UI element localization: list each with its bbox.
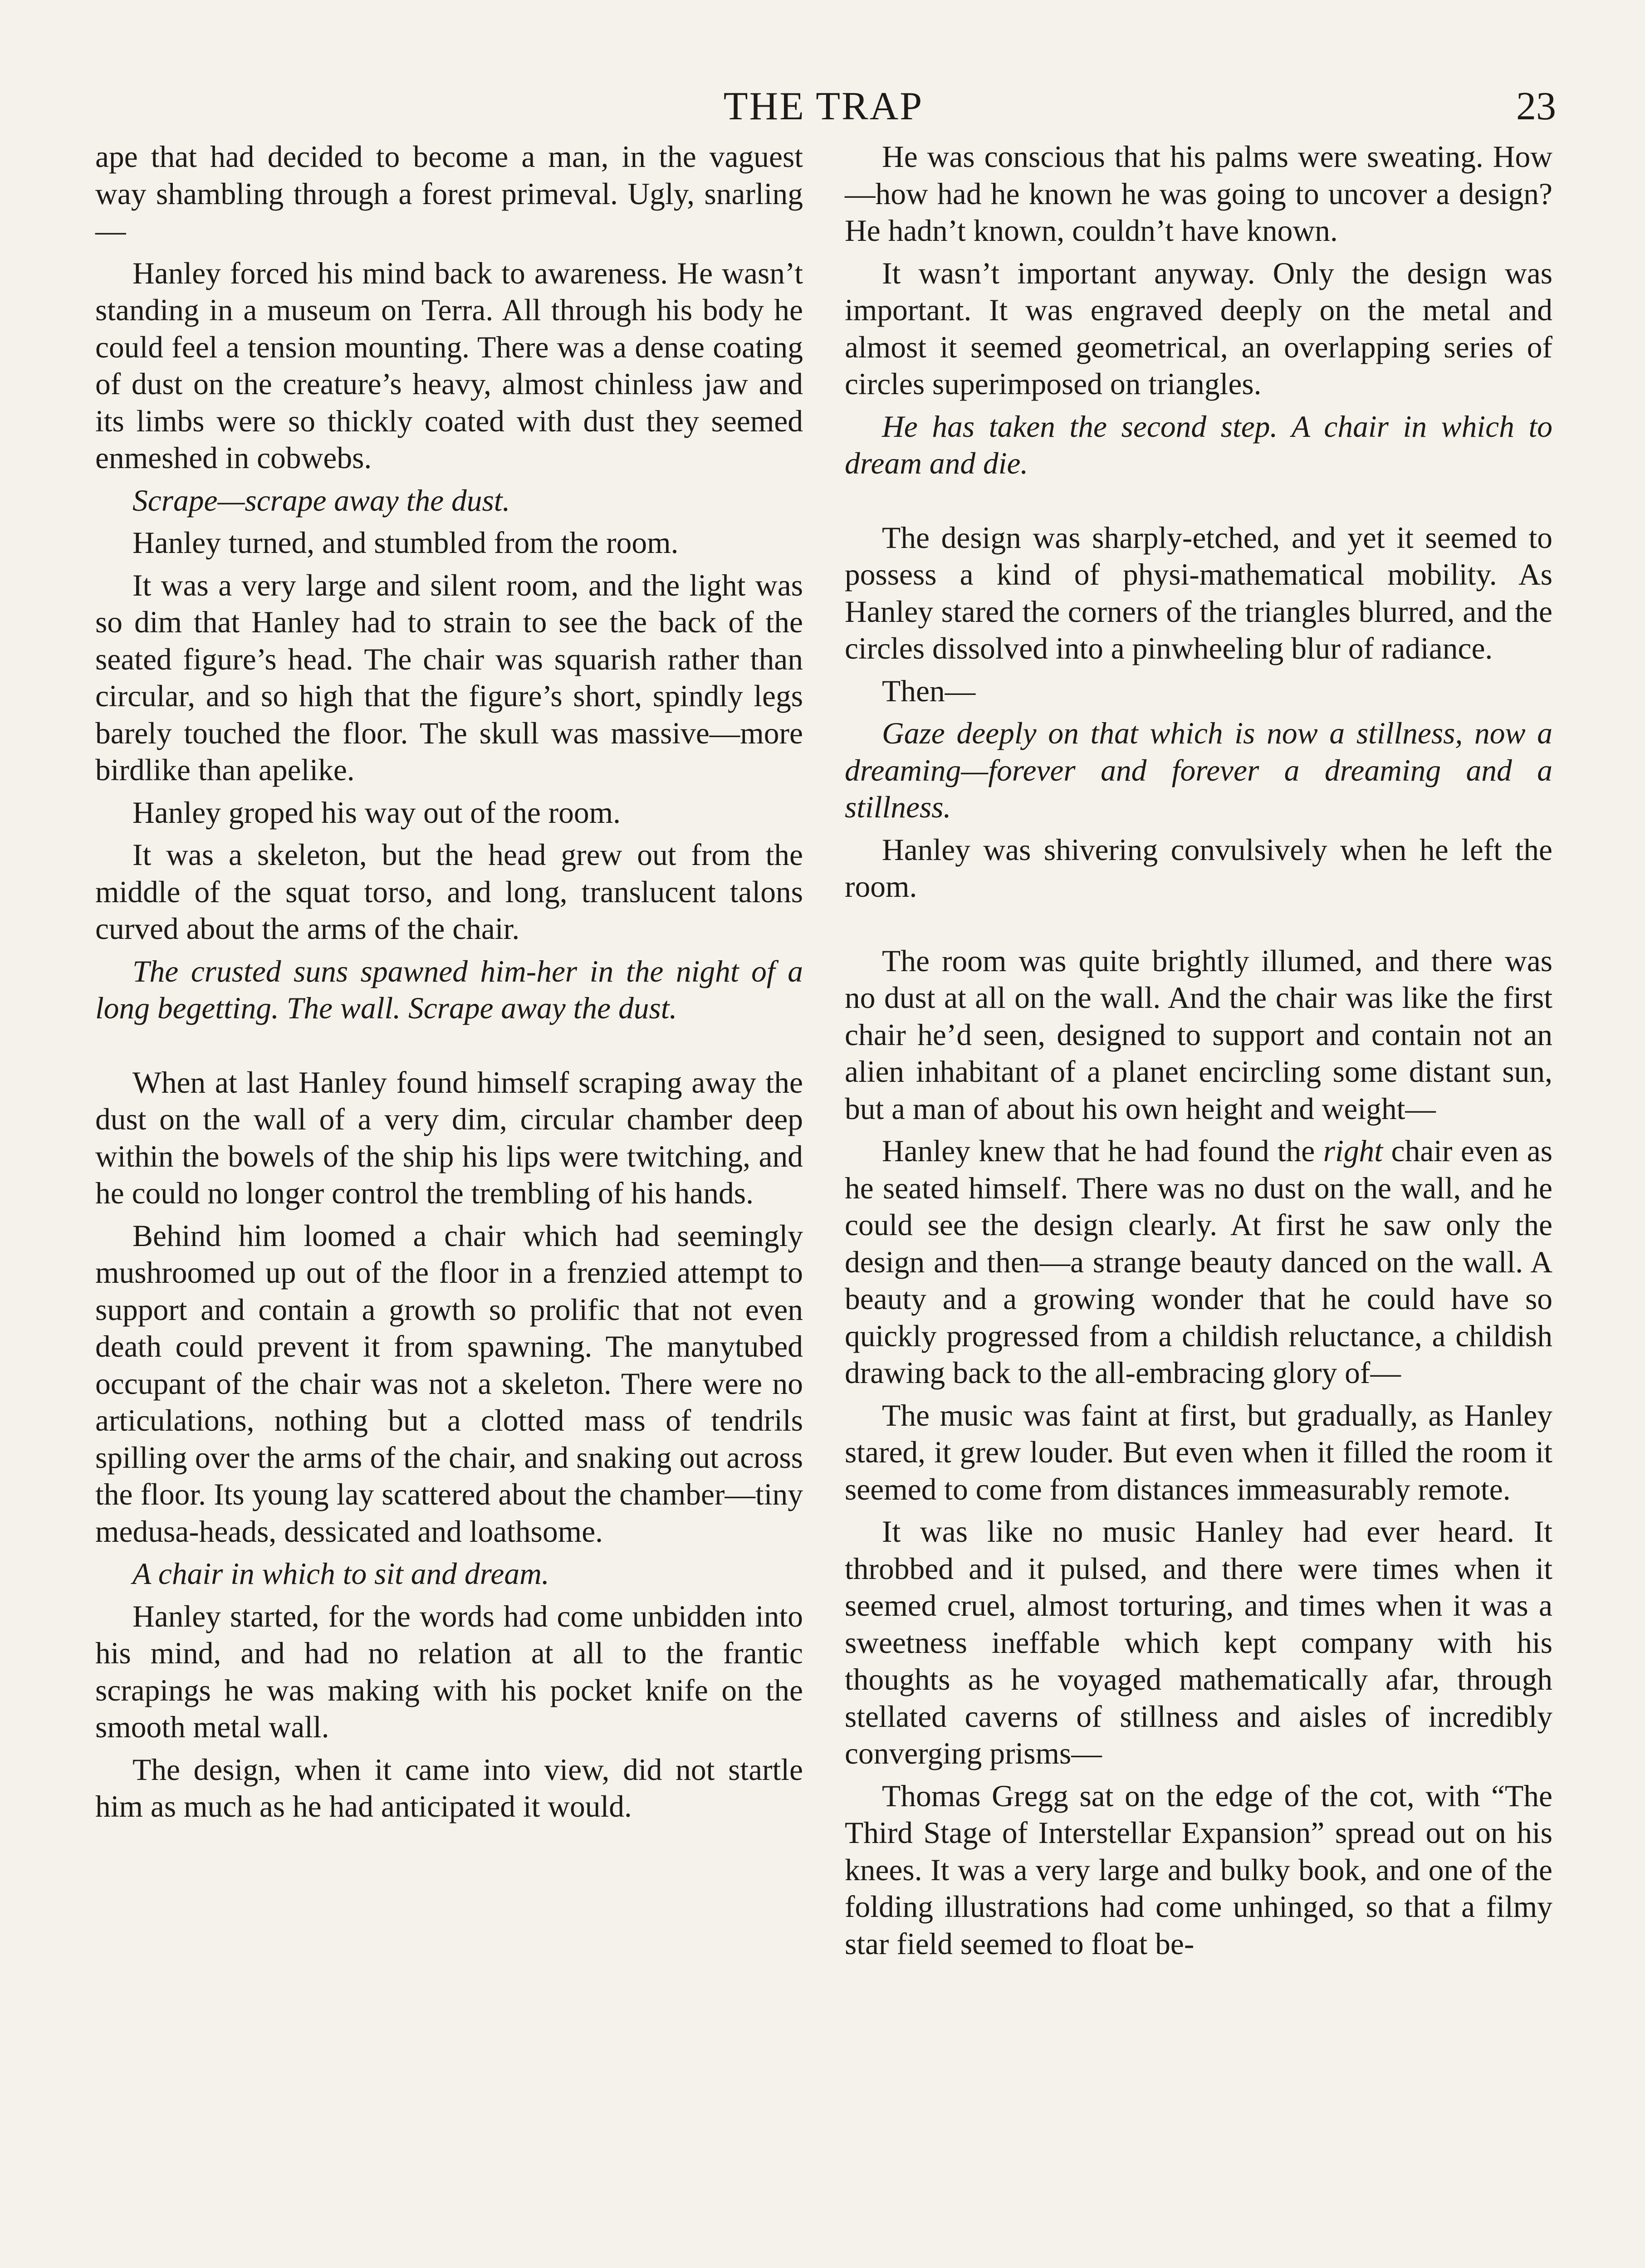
italic-paragraph: A chair in which to sit and dream. <box>132 1557 549 1591</box>
paragraph: The design was sharply-etched, and yet it seemed to possess a kind of physi-mathematical mobility. As Hanley stared the corners of the triangles blurred, and the circles dissolved into a pinwheeling blur of radiance. <box>845 520 1552 665</box>
paragraph: Hanley started, for the words had come unbidden into his mind, and had no relation at all to the frantic scrapings he was making with his pocket knife on the smooth metal wall. <box>95 1599 803 1744</box>
paragraph: The design, when it came into view, did not startle him as much as he had anticipated it would. <box>95 1752 803 1823</box>
paragraph: Then— <box>882 674 976 708</box>
paragraph <box>845 1133 1552 1392</box>
emphasis: right <box>1323 1134 1383 1168</box>
paragraph: When at last Hanley found himself scraping away the dust on the wall of a very dim, circular chamber deep within the bowels of the ship his lips were twitching, and he could no longer control the trembling of his hands. <box>95 1065 803 1210</box>
paragraph: Hanley turned, and stumbled from the room. <box>132 526 679 560</box>
italic-paragraph: Scrape—scrape away the dust. <box>132 483 510 518</box>
paragraph: The music was faint at first, but gradually, as Hanley stared, it grew louder. But even when it filled the room it seemed to come from distances immeasurably remote. <box>845 1398 1552 1506</box>
running-head <box>91 77 1556 136</box>
paragraph: ape that had decided to become a man, in the vaguest way shambling through a forest primeval. Ugly, snarling— <box>95 140 803 248</box>
text-run: Hanley knew that he had found the <box>882 1134 1323 1168</box>
paragraph: It wasn’t important anyway. Only the design was important. It was engraved deeply on the metal and almost it seemed geometrical, an overlapping series of circles superimposed on triangles. <box>845 256 1552 401</box>
page-title: THE TRAP <box>723 84 924 128</box>
italic-paragraph: Gaze deeply on that which is now a stillness, now a dreaming—forever and forever a dreaming and a stillness. <box>845 716 1552 824</box>
right-column <box>845 138 1552 1968</box>
paragraph: It was a very large and silent room, and the light was so dim that Hanley had to strain to see the back of the seated figure’s head. The chair was squarish rather than circular, and so high that the figure’s short, spindly legs barely touched the floor. The skull was massive—more birdlike than apelike. <box>95 568 803 787</box>
italic-paragraph: He has taken the second step. A chair in which to dream and die. <box>845 409 1552 480</box>
italic-paragraph: The crusted suns spawned him-her in the night of a long begetting. The wall. Scrape away the dust. <box>95 954 803 1025</box>
page-number: 23 <box>1516 84 1556 128</box>
text-run: chair even as he seated himself. There was no dust on the wall, and he could see the design clearly. At first he saw only the design and then—a strange beauty danced on the wall. A beauty and a growing wonder that he could have so quickly progressed from a childish reluctance, a childish drawing back to the all-embracing glory of— <box>845 1134 1552 1390</box>
paragraph: The room was quite brightly illumed, and there was no dust at all on the wall. And the chair was like the first chair he’d seen, designed to support and contain not an alien inhabitant of a planet encircling some distant sun, but a man of about his own height and weight— <box>845 943 1552 1126</box>
paragraph: Hanley forced his mind back to awareness. He wasn’t standing in a museum on Terra. All through his body he could feel a tension mounting. There was a dense coating of dust on the creature’s heavy, almost chinless jaw and its limbs were so thickly coated with dust they seemed enmeshed in cobwebs. <box>95 256 803 475</box>
paragraph: Behind him loomed a chair which had seemingly mushroomed up out of the floor in a frenzied attempt to support and contain a growth so prolific that not even death could prevent it from spawning. The manytubed occupant of the chair was not a skeleton. There were no articulations, nothing but a clotted mass of tendrils spilling over the arms of the chair, and snaking out across the floor. Its young lay scattered about the chamber—tiny medusa-heads, dessicated and loathsome. <box>95 1218 803 1549</box>
paragraph: It was a skeleton, but the head grew out from the middle of the squat torso, and long, translucent talons curved about the arms of the chair. <box>95 838 803 946</box>
paragraph: He was conscious that his palms were sweating. How—how had he known he was going to uncover a design? He hadn’t known, couldn’t have known. <box>845 140 1552 248</box>
paragraph: Thomas Gregg sat on the edge of the cot, with “The Third Stage of Interstellar Expansion” spread out on his knees. It was a very large and bulky book, and one of the folding illustrations had come unhinged, so that a filmy star field seemed to float be- <box>845 1779 1552 1961</box>
paragraph: Hanley was shivering convulsively when he left the room. <box>845 832 1552 904</box>
paragraph: Hanley groped his way out of the room. <box>132 795 621 830</box>
paragraph: It was like no music Hanley had ever heard. It throbbed and it pulsed, and there were times when it seemed cruel, almost torturing, and times when it was a sweetness ineffable which kept company with his thoughts as he voyaged mathematically afar, through stellated caverns of stillness and aisles of incredibly converging prisms— <box>845 1515 1552 1770</box>
left-column <box>95 138 803 1831</box>
